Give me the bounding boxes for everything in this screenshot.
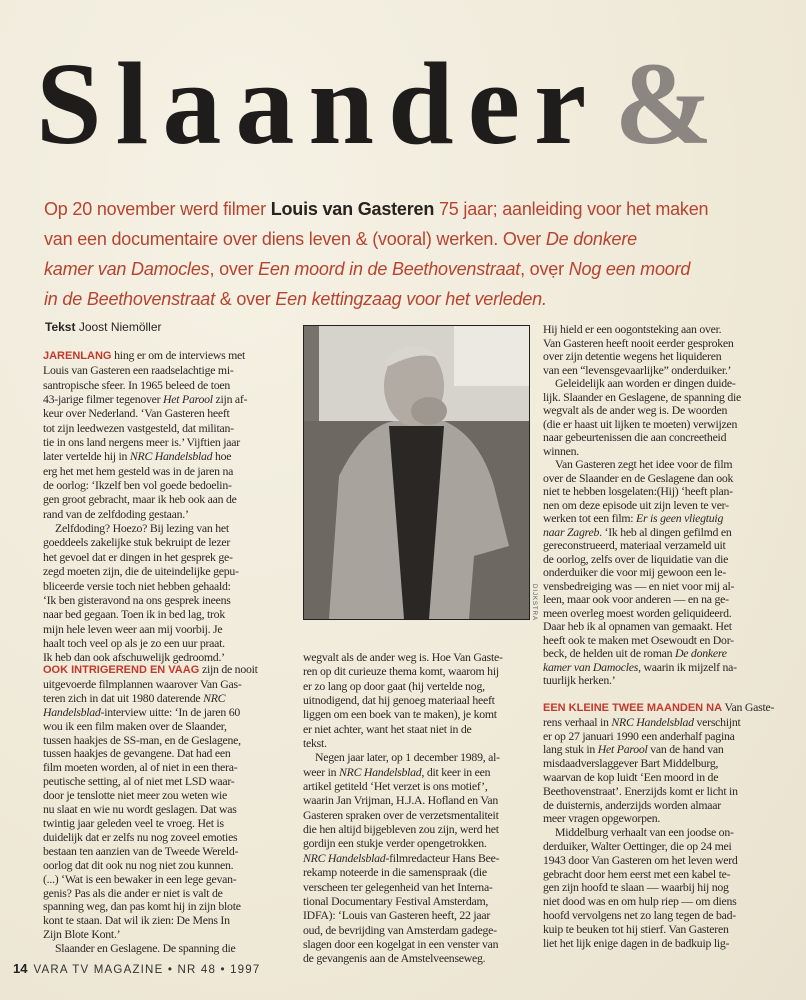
text-line: over zijn detentie wegens het liquideren (543, 349, 722, 363)
text-line: teren zich in dat uit 1980 daterende NRC (43, 690, 226, 705)
text-line: winnen. (543, 443, 579, 458)
column-left-part-1 (43, 348, 291, 665)
text-line: Van Gasteren zegt het idee voor de film (555, 457, 733, 471)
page-footer (13, 961, 413, 976)
text-line: Handelsblad-interview uitte: ‘In de jaren 60 (43, 704, 241, 719)
text-line: ren op dit curieuze thema komt, waarom hij (303, 664, 499, 679)
text-line: OOK INTRIGEREND EN VAAG zijn de nooit (43, 662, 258, 676)
text-line: naar bed gegaan. Toen ik in bed lag, trok (43, 607, 225, 622)
text-line: van een documentaire over diens leven & (vooral) werken. Over De donkere (44, 229, 637, 249)
text-line: rens verhaal in NRC Handelsblad verschijnt (543, 714, 741, 729)
italic-title: Het Parool (163, 392, 213, 407)
portrait-photo (303, 325, 530, 620)
italic-title: kamer van Damocles (543, 659, 639, 674)
column-right-part-1 (543, 323, 793, 688)
text-line: oorlog dat dit ook nu nog niet zou kunnen. (43, 857, 234, 872)
text-line: Louis van Gasteren een raadselachtige mi- (43, 363, 234, 378)
text-line: tussen haakjes de SS-man, en de Geslagene, (43, 732, 241, 747)
text-line: 43-jarige filmer tegenover Het Parool zijn af- (43, 392, 248, 407)
text-line: tot zijn leedwezen vastgesteld, dat militan- (43, 420, 234, 435)
italic-title: NRC Handelsblad (339, 764, 422, 779)
italic-title: Een moord in de Beethovenstraat (258, 259, 521, 279)
byline (45, 320, 285, 334)
text-line: tussen haakjes de gevangene. Dat had een (43, 746, 231, 761)
text-line: bestaan ten aanzien van de Tweede Wereld- (43, 843, 239, 858)
text-line: keur over Nederland. ‘Van Gasteren heeft (43, 406, 230, 421)
text-line: slagen door een kogelgat in een venster van (303, 936, 499, 951)
footer-publication: VARA TV MAGAZINE • NR 48 • 1997 (33, 964, 261, 976)
text-line: gordijn een stukje verder opengetrokken. (303, 836, 487, 851)
italic-title: NRC (203, 690, 226, 705)
text-line: tekst. (303, 736, 327, 751)
text-line: uitgevoerde filmplannen waarover Van Gas- (43, 676, 242, 691)
text-line: er op 27 januari 1990 een anderhalf pagina (543, 728, 735, 743)
text-line: de oorlog, zelfs over de liquidatie van die (543, 551, 729, 566)
text-line: EEN KLEINE TWEE MAANDEN NA Van Gaste- (543, 700, 775, 714)
text-line: gen zijn hoofd te slaan — waarbij hij nog (543, 880, 729, 895)
text-line: Op 20 november werd filmer Louis van Gasteren 75 jaar; aanleiding voor het maken (44, 199, 709, 219)
text-line: oud, de bevrijding van Amsterdam gadege- (303, 922, 497, 937)
text-line: over de Slaander en de Geslagene dan ook (543, 470, 734, 485)
text-line: er zo lang op door gaat (hij vertelde nog, (303, 678, 485, 693)
italic-title: De donkere (545, 229, 637, 249)
text-line: wou ik een film maken over de Slaander, (43, 718, 227, 733)
text-line: tie in ons land nergens meer is.’ Vijftien jaar (43, 435, 240, 450)
italic-title: Nog een moord (568, 259, 691, 279)
text-line: het gevoel dat er dingen in het gesprek ge- (43, 549, 233, 564)
text-line: rekamp noteerde in die samenspraak (die (303, 865, 487, 880)
run-in-heading: OOK INTRIGEREND EN VAAG (43, 664, 200, 676)
text-line: (die er haast uit lijken te moeten) verwijzen (543, 416, 738, 431)
text-line: gebracht door hem eerst met een kabel te- (543, 866, 731, 881)
text-line: duidelijk dat er zelfs nu nog zoveel emoties (43, 829, 238, 844)
text-line: (...) ‘Wat is een bewaker in een lege gevan- (43, 871, 237, 886)
text-line: Beethovenstraat’. Enerzijds komt er licht in (543, 783, 738, 798)
text-line: zegd moeten zijn, die de uiteindelijke gepu- (43, 564, 239, 579)
text-line: Van Gasteren heeft nooit eerder gesproken (543, 335, 734, 350)
text-line: kamer van Damocles, over Een moord in de Beethovenstraat, ovẹr Nog een moord (44, 259, 691, 279)
text-line: IDFA): ‘Louis van Gasteren heeft, 22 jaar (303, 908, 491, 923)
text-line: onderduiker die voor mij gewoon een le- (543, 565, 726, 579)
text-line: door je tenslotte niet meer zou weten wie (43, 788, 228, 803)
text-line: artikel getiteld ‘Het verzet is ons motief’, (303, 779, 488, 794)
text-line: Geleidelijk aan worden er dingen duide- (555, 376, 736, 390)
text-line: de oorlog: ‘Ikzelf ben vol goede bedoelin- (43, 478, 232, 493)
text-line: weer in NRC Handelsblad, dit keer in een (303, 764, 491, 779)
text-line: mijn hele leven weer aan mij voorbij. Je (43, 621, 223, 636)
text-line: genis? Pas als die ander er niet is valt de (43, 885, 223, 900)
text-line: beck, de helden uit de roman De donkere (543, 646, 727, 660)
headline (36, 38, 796, 169)
text-line: waarvan de kop luidt ‘Een moord in de (543, 769, 719, 784)
text-line: de gevangenis aan de Amstelveenseweg. (303, 951, 486, 966)
text-line: niet dood was en om hulp riep — om diens (543, 894, 737, 909)
italic-title: NRC Handelsblad (611, 714, 694, 729)
text-line: Gasteren spraken over de verzetsmentaliteit (303, 807, 499, 822)
text-line: Daar heb ik al opnamen van gemaakt. Het (543, 619, 732, 633)
text-line: die hen altijd bijgebleven zou zijn, werd het (303, 822, 499, 837)
italic-title: Het Parool (597, 742, 648, 757)
text-line: de duisternis, anderzijds worden almaar (543, 797, 721, 812)
column-left-part-2 (43, 663, 291, 956)
text-line: in de Beethovenstraat & over Een kettingzaag voor het verleden. (44, 289, 547, 309)
italic-title: De donkere (674, 646, 727, 660)
text-line: NRC Handelsblad-filmredacteur Hans Bee- (303, 850, 500, 865)
text-line: erg het met hem gesteld was in de jaren na (43, 463, 234, 478)
text-line: niet te hebben losgelaten:(Hij) ‘heeft plan- (543, 484, 733, 498)
portrait-image (304, 326, 529, 619)
text-line: twintig jaar geleden veel te vroeg. Het is (43, 815, 224, 830)
text-line: ‘Ik ben gisteravond na ons gesprek ineens (43, 592, 231, 607)
text-line: werken tot een film: Er is geen vliegtuig (543, 511, 724, 525)
text-line: er niet achter, want het staat niet in de (303, 721, 472, 736)
text-line: haalt toch veel op als je zo een uur praat. (43, 635, 225, 650)
italic-title: Een kettingzaag voor het verleden. (275, 289, 547, 309)
text-line: wegvalt als de ander weg is. Hoe Van Gaste- (303, 650, 503, 664)
text-line: meen overleg moest worden geliquideerd. (543, 605, 732, 620)
text-line: meer vragen opgeworpen. (543, 811, 661, 826)
italic-title: NRC Handelsblad (129, 449, 213, 464)
headline-ampersand: & (614, 38, 713, 169)
page-number: 14 (13, 961, 28, 976)
text-line: naar gebeurtenissen die aan concreetheid (543, 430, 727, 444)
text-line: Negen jaar later, op 1 december 1989, al- (315, 750, 500, 765)
text-line: Hij hield er een oogontsteking aan over. (543, 322, 722, 336)
text-line: later vertelde hij in NRC Handelsblad hoe (43, 449, 232, 464)
italic-title: kamer van Damocles (44, 259, 210, 279)
text-line: heeft ook te maken met Osewoudt en Dor- (543, 632, 734, 647)
text-line: derduiker, Walter Oettinger, die op 24 mei (543, 838, 732, 853)
text-line: kont te staan. Dat wil ik zien: De Mens In (43, 913, 230, 928)
text-line: leen, maar ook voor anderen — en na ge- (543, 592, 729, 606)
text-line: gereconstrueerd, materiaal verzameld uit (543, 538, 726, 552)
text-line: uitnodigend, dat hij genoeg materiaal heeft (303, 693, 495, 708)
bold-name: Louis van Gasteren (270, 199, 435, 219)
column-middle (303, 650, 535, 966)
text-line: vensbedreiging was — en niet voor mij al- (543, 578, 735, 593)
text-line: santropische sfeer. In 1965 beleed de toen (43, 377, 231, 392)
column-right-part-2 (543, 701, 793, 950)
text-line: waarin Jan Vrijman, H.J.A. Hofland en Van (303, 793, 499, 808)
text-line: kamer van Damocles, waarin ik mijzelf na- (543, 659, 737, 674)
text-line: naar Zagreb. ‘Ik heb al dingen gefilmd en (543, 524, 732, 539)
text-line: misdaadverslaggever Bart Middelburg, (543, 756, 719, 771)
headline-text: Slaander (36, 38, 601, 169)
text-line: goeddeels zakelijke stuk bekruipt de lezer (43, 535, 231, 550)
run-in-heading: JARENLANG (43, 350, 112, 362)
italic-title: NRC Handelsblad (303, 850, 386, 865)
byline-label: Tekst (45, 320, 76, 334)
intro-lead (44, 194, 796, 314)
italic-title: Er is geen vliegtuig (636, 511, 724, 525)
text-line: nu slaat en wie nu wordt geslagen. Dat was (43, 802, 237, 817)
photo-credit: DIJKSTRA (531, 584, 537, 622)
text-line: kuip te beuken tot hij stierf. Van Gasteren (543, 921, 729, 936)
text-line: 1943 door Van Gasteren om het leven werd (543, 852, 738, 867)
italic-title: Handelsblad (43, 704, 101, 719)
text-line: rand van de zelfdoding gestaan.’ (43, 506, 189, 521)
text-line: gen groot gebracht, maar ik heb ook aan de (43, 492, 237, 507)
text-line: bliceerde versie toch niet hebben gehaald: (43, 578, 231, 593)
text-line: peutische setting, al of niet met LSD waar- (43, 774, 235, 789)
text-line: spanning weg, dan pas komt hij in zijn blote (43, 899, 241, 914)
text-line: tional Documentary Festival Amsterdam, (303, 893, 489, 908)
text-line: lijk. Slaander en Geslagene, de spanning die (543, 389, 742, 404)
text-line: Zelfdoding? Hoezo? Bij lezing van het (55, 521, 229, 536)
text-line: film moeten worden, al of niet in een thera- (43, 760, 238, 775)
text-line: hoofd vervolgens net zo lang tegen de bad- (543, 907, 736, 922)
text-line: liggen om een boek van te maken), je komt (303, 707, 497, 722)
text-line: Zijn Blote Kont.’ (43, 927, 121, 942)
text-line: Middelburg verhaalt van een joodse on- (555, 825, 734, 840)
text-line: wegvalt als de ander weg is. De woorden (543, 403, 728, 417)
text-line: Ik heb dan ook afschuwelijk gedroomd.’ (43, 650, 225, 665)
text-line: tuurlijk herken.’ (543, 673, 616, 687)
text-line: lang stuk in Het Parool van de hand van (543, 742, 724, 757)
text-line: Slaander en Geslagene. De spanning die (55, 941, 236, 956)
text-line: verscheen ter gelegenheid van het Interna- (303, 879, 493, 894)
text-line: liet het lijk enige dagen in de badkuip lig- (543, 935, 730, 950)
italic-title: in de Beethovenstraat (44, 289, 215, 309)
text-line: JARENLANG hing er om de interviews met (43, 348, 246, 362)
byline-author: Joost Niemöller (78, 320, 162, 334)
run-in-heading: EEN KLEINE TWEE MAANDEN NA (543, 702, 723, 714)
italic-title: naar Zagreb (543, 524, 600, 539)
text-line: van een “levensgevaarlijke” onderduiker.’ (543, 362, 732, 377)
text-line: nen om deze episode uit zijn leven te ver- (543, 497, 729, 512)
